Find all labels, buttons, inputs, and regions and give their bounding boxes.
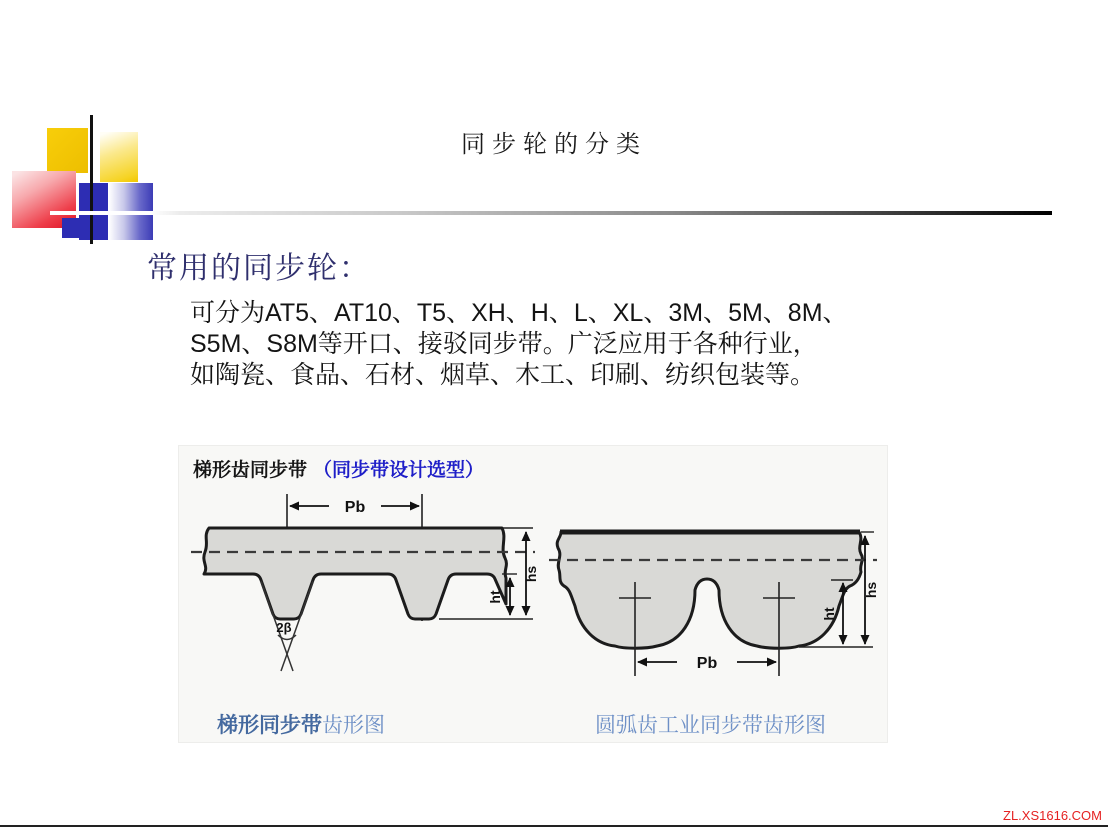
section-heading: 常用的同步轮： [147, 252, 371, 285]
caption-trapezoid-belt-bold: 梯形同步带 [217, 714, 322, 737]
figure-header-main: 梯形齿同步带 [193, 460, 308, 481]
logo-square-yellow-gradient [100, 132, 138, 182]
hs-label-right-diagram: hs [863, 581, 879, 599]
ht-label-left-diagram: ht [487, 590, 503, 604]
logo-vertical-line [90, 115, 93, 244]
pb-label-right-diagram: Pb [696, 655, 718, 672]
watermark-url: ZL.XS1616.COM [1003, 808, 1102, 823]
logo-square-yellow [47, 128, 88, 173]
body-paragraph [190, 298, 848, 391]
hs-label-left-diagram: hs [523, 565, 539, 583]
figure-header-paren: （同步带设计选型） [313, 460, 485, 481]
trapezoid-belt-diagram [187, 486, 539, 706]
page-title: 同步轮的分类 [461, 132, 647, 158]
ht-label-right-diagram: ht [821, 607, 837, 621]
round-tooth-belt-diagram [547, 486, 881, 706]
title-separator-line [50, 211, 1052, 215]
trapezoid-belt-shape [204, 528, 507, 619]
round-belt-shape [557, 532, 862, 648]
body-line-1: 可分为AT5、AT10、T5、XH、H、L、XL、3M、5M、8M、 [190, 299, 848, 327]
caption-round-belt: 圆弧齿工业同步带齿形图 [595, 714, 826, 737]
caption-trapezoid-belt-rest: 齿形图 [322, 714, 385, 737]
body-line-2: S5M、S8M等开口、接驳同步带。广泛应用于各种行业， [190, 330, 818, 358]
body-line-3: 如陶瓷、食品、石材、烟草、木工、印刷、纺织包装等。 [190, 361, 816, 389]
logo-square-blue-small [62, 218, 80, 238]
slide-bottom-border [0, 825, 1108, 827]
figure-header [193, 455, 484, 482]
belt-diagram-figure [178, 445, 888, 743]
pb-label-left-diagram: Pb [344, 499, 366, 516]
caption-trapezoid-belt [217, 709, 385, 739]
angle-label: 2β [276, 620, 292, 635]
